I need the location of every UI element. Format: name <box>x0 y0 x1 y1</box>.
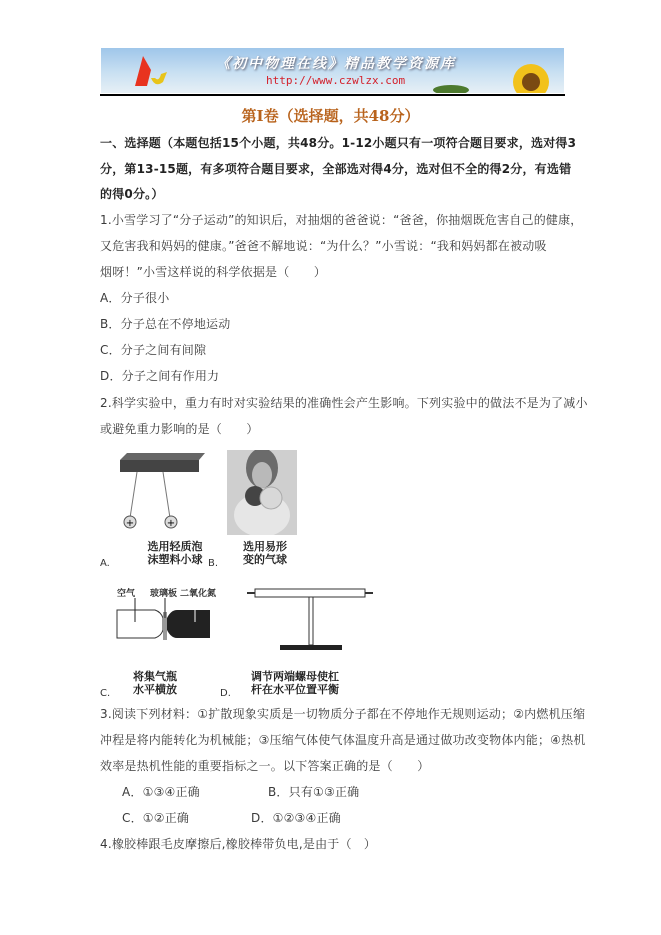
figure-d-lever <box>245 583 375 658</box>
figure-b-label: B. <box>208 558 219 569</box>
question-2-text: 或避免重力影响的是（ ） <box>100 422 259 436</box>
figure-c-glass-label: 玻璃板 <box>150 589 178 599</box>
figure-c-label: C. <box>100 688 111 699</box>
section-instructions: 分，第13-15题，有多项符合题目要求，全部选对得4分，选对但不全的得2分，有选错 <box>100 162 572 176</box>
header-divider <box>100 94 565 96</box>
banner-url[interactable]: http://www.czwlzx.com <box>266 74 406 87</box>
question-1-text: 烟呀！”小雪这样说的科学依据是（ ） <box>100 265 327 279</box>
question-1-option-b: B．分子总在不停地运动 <box>100 317 231 331</box>
banner-title: 《初中物理在线》精品教学资源库 <box>216 56 456 72</box>
question-3-option-a: A．①③④正确 <box>122 785 200 799</box>
figure-c-gas-bottles <box>115 598 215 648</box>
figure-d-label: D. <box>220 688 231 699</box>
figure-c-air-label: 空气 <box>117 589 136 599</box>
question-3-text: 3.阅读下列材料：①扩散现象实质是一切物质分子都在不停地作无规则运动；②内燃机压缩 <box>100 707 586 721</box>
question-1-option-d: D．分子之间有作用力 <box>100 369 220 383</box>
question-1-option-a: A．分子很小 <box>100 291 170 305</box>
svg-text:+: + <box>125 518 135 529</box>
question-2-text: 2.科学实验中，重力有时对实验结果的准确性会产生影响。下列实验中的做法不是为了减小 <box>100 396 588 410</box>
figure-a-label: A. <box>100 558 110 569</box>
section-instructions: 一、选择题（本题包括15个小题，共48分。1-12小题只有一项符合题目要求，选对得3 <box>100 136 577 150</box>
figure-c-no2-label: 二氧化氮 <box>180 589 217 599</box>
page-title: 第Ⅰ卷（选择题，共48分） <box>241 107 420 125</box>
question-3-option-c: C．①②正确 <box>122 811 190 825</box>
question-3-text: 效率是热机性能的重要指标之一。以下答案正确的是（ ） <box>100 759 430 773</box>
question-3-option-d: D．①②③④正确 <box>251 811 341 825</box>
question-1-text: 又危害我和妈妈的健康。”爸爸不解地说：“为什么？”小雪说：“我和妈妈都在被动吸 <box>100 239 547 253</box>
question-3-text: 冲程是将内能转化为机械能；③压缩气体使气体温度升高是通过做功改变物体内能；④热机 <box>100 733 586 747</box>
figure-c-caption: 将集气瓶 水平横放 <box>133 670 177 696</box>
header-banner <box>101 48 564 93</box>
question-3-option-b: B．只有①③正确 <box>268 785 360 799</box>
question-1-option-c: C．分子之间有间隙 <box>100 343 207 357</box>
question-4-text: 4.橡胶棒跟毛皮摩擦后,橡胶棒带负电,是由于（ ） <box>100 837 377 851</box>
figure-b-balloon-photo <box>227 450 297 535</box>
svg-text:+: + <box>166 518 176 529</box>
figure-a-caption: 选用轻质泡 沫塑料小球 <box>147 540 203 566</box>
figure-d-caption: 调节两端螺母使杠 杆在水平位置平衡 <box>251 670 339 696</box>
section-instructions: 的得0分。） <box>100 187 164 201</box>
question-1-text: 1.小雪学习了“分子运动”的知识后，对抽烟的爸爸说：“爸爸，你抽烟既危害自己的健康， <box>100 213 583 227</box>
figure-a-foam-balls <box>115 450 215 535</box>
figure-b-caption: 选用易形 变的气球 <box>243 540 287 566</box>
